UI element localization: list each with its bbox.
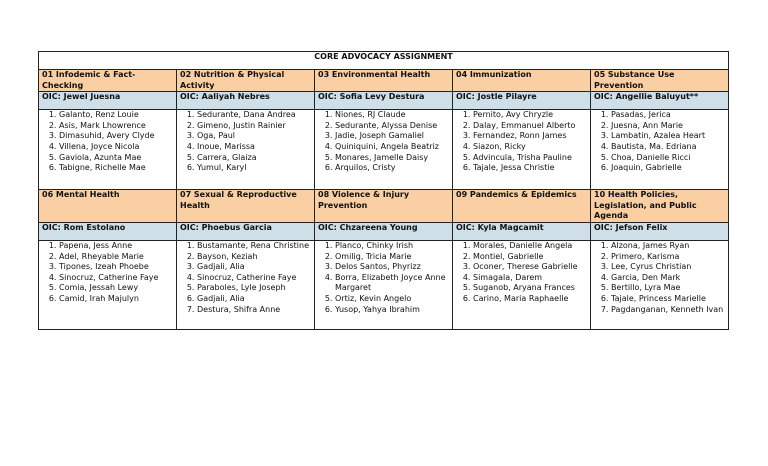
section-header: 09 Pandemics & Epidemics bbox=[453, 190, 591, 223]
member-item: 4. Bautista, Ma. Edriana bbox=[611, 142, 725, 153]
member-list bbox=[594, 241, 725, 315]
member-item: 5. Paraboles, Lyle Joseph bbox=[197, 283, 311, 294]
member-item: 1. Sedurante, Dana Andrea bbox=[197, 110, 311, 121]
member-list bbox=[318, 241, 449, 315]
oic-name: OIC: Kyla Magcamit bbox=[453, 222, 591, 240]
member-list-cell bbox=[315, 240, 453, 329]
oic-name: OIC: Sofia Levy Destura bbox=[315, 92, 453, 110]
member-item: 6. Yumul, Karyl bbox=[197, 163, 311, 174]
member-item: 1. Pernito, Avy Chryzle bbox=[473, 110, 587, 121]
member-item: 1. Niones, RJ Claude bbox=[335, 110, 449, 121]
section-header: 08 Violence & Injury Prevention bbox=[315, 190, 453, 223]
oic-name: OIC: Jostle Pilayre bbox=[453, 92, 591, 110]
members-row bbox=[39, 110, 729, 190]
member-item: 3. Gadjali, Alia bbox=[197, 262, 311, 273]
member-item: 4. Simagala, Darem bbox=[473, 273, 587, 284]
title-row bbox=[39, 52, 729, 70]
member-item: 3. Tipones, Izeah Phoebe bbox=[59, 262, 173, 273]
member-item: 6. Camid, Irah Majulyn bbox=[59, 294, 173, 305]
member-item: 2. Gimeno, Justin Rainier bbox=[197, 121, 311, 132]
member-item: 4. Sinocruz, Catherine Faye bbox=[59, 273, 173, 284]
member-item: 2. Adel, Rheyable Marie bbox=[59, 252, 173, 263]
member-list bbox=[180, 241, 311, 315]
member-item: 6. Arquilos, Cristy bbox=[335, 163, 449, 174]
member-list-cell bbox=[453, 240, 591, 329]
member-item: 2. Juesna, Ann Marie bbox=[611, 121, 725, 132]
member-list-cell bbox=[177, 240, 315, 329]
member-item: 3. Oga, Paul bbox=[197, 131, 311, 142]
member-item: 5. Monares, Jamelle Daisy bbox=[335, 153, 449, 164]
member-item: 6. Gadjali, Alia bbox=[197, 294, 311, 305]
member-item: 4. Siazon, Ricky bbox=[473, 142, 587, 153]
member-item: 4. Borra, Elizabeth Joyce Anne Margaret bbox=[335, 273, 449, 294]
member-item: 4. Garcia, Den Mark bbox=[611, 273, 725, 284]
oic-name: OIC: Phoebus Garcia bbox=[177, 222, 315, 240]
member-item: 1. Papena, Jess Anne bbox=[59, 241, 173, 252]
member-list-cell bbox=[591, 240, 729, 329]
member-item: 3. Lambatin, Azalea Heart bbox=[611, 131, 725, 142]
members-row bbox=[39, 240, 729, 329]
oic-name: OIC: Aaliyah Nebres bbox=[177, 92, 315, 110]
oic-name: OIC: Chzareena Young bbox=[315, 222, 453, 240]
member-list-cell bbox=[453, 110, 591, 190]
member-item: 7. Pagdanganan, Kenneth Ivan bbox=[611, 305, 725, 316]
member-item: 3. Jadie, Joseph Gamaliel bbox=[335, 131, 449, 142]
member-list bbox=[180, 110, 311, 174]
member-item: 5. Comia, Jessah Lewy bbox=[59, 283, 173, 294]
oic-row bbox=[39, 222, 729, 240]
member-item: 1. Galanto, Renz Louie bbox=[59, 110, 173, 121]
member-item: 5. Gaviola, Azunta Mae bbox=[59, 153, 173, 164]
member-item: 6. Carino, Maria Raphaelle bbox=[473, 294, 587, 305]
section-header: 05 Substance Use Prevention bbox=[591, 70, 729, 92]
member-list bbox=[42, 110, 173, 174]
oic-row bbox=[39, 92, 729, 110]
core-advocacy-table bbox=[38, 51, 729, 330]
member-item: 5. Choa, Danielle Ricci bbox=[611, 153, 725, 164]
oic-name: OIC: Jefson Felix bbox=[591, 222, 729, 240]
member-item: 3. Lee, Cyrus Christian bbox=[611, 262, 725, 273]
member-item: 3. Delos Santos, Phyrizz bbox=[335, 262, 449, 273]
section-header: 06 Mental Health bbox=[39, 190, 177, 223]
member-item: 5. Carrera, Glaiza bbox=[197, 153, 311, 164]
section-header: 02 Nutrition & Physical Activity bbox=[177, 70, 315, 92]
member-item: 6. Joaquin, Gabrielle bbox=[611, 163, 725, 174]
table-title: CORE ADVOCACY ASSIGNMENT bbox=[39, 52, 729, 70]
member-list bbox=[42, 241, 173, 305]
section-header-row bbox=[39, 70, 729, 92]
member-item: 2. Bayson, Keziah bbox=[197, 252, 311, 263]
member-item: 2. Sedurante, Alyssa Denise bbox=[335, 121, 449, 132]
member-list bbox=[318, 110, 449, 174]
member-item: 6. Tajale, Jessa Christie bbox=[473, 163, 587, 174]
member-item: 5. Advincula, Trisha Pauline bbox=[473, 153, 587, 164]
member-list-cell bbox=[39, 110, 177, 190]
section-header: 07 Sexual & Reproductive Health bbox=[177, 190, 315, 223]
member-item: 2. Omilig, Tricia Marie bbox=[335, 252, 449, 263]
member-item: 6. Yusop, Yahya Ibrahim bbox=[335, 305, 449, 316]
section-header: 01 Infodemic & Fact-Checking bbox=[39, 70, 177, 92]
oic-name: OIC: Jewel Juesna bbox=[39, 92, 177, 110]
member-list bbox=[594, 110, 725, 174]
member-item: 4. Villena, Joyce Nicola bbox=[59, 142, 173, 153]
member-item: 3. Oconer, Therese Gabrielle bbox=[473, 262, 587, 273]
member-item: 1. Alzona, James Ryan bbox=[611, 241, 725, 252]
member-item: 1. Planco, Chinky Irish bbox=[335, 241, 449, 252]
member-item: 2. Montiel, Gabrielle bbox=[473, 252, 587, 263]
oic-name: OIC: Angellie Baluyut** bbox=[591, 92, 729, 110]
member-list-cell bbox=[177, 110, 315, 190]
member-item: 2. Dalay, Emmanuel Alberto bbox=[473, 121, 587, 132]
member-item: 5. Ortiz, Kevin Angelo bbox=[335, 294, 449, 305]
member-list bbox=[456, 241, 587, 305]
section-header: 03 Environmental Health bbox=[315, 70, 453, 92]
section-header: 04 Immunization bbox=[453, 70, 591, 92]
member-item: 1. Pasadas, Jerica bbox=[611, 110, 725, 121]
section-header-row bbox=[39, 190, 729, 223]
oic-name: OIC: Rom Estolano bbox=[39, 222, 177, 240]
member-item: 4. Quiniquini, Angela Beatriz bbox=[335, 142, 449, 153]
member-list bbox=[456, 110, 587, 174]
member-item: 2. Primero, Karisma bbox=[611, 252, 725, 263]
member-item: 4. Inoue, Marissa bbox=[197, 142, 311, 153]
member-item: 5. Bertillo, Lyra Mae bbox=[611, 283, 725, 294]
section-header: 10 Health Policies, Legislation, and Public Agenda bbox=[591, 190, 729, 223]
member-item: 1. Morales, Danielle Angela bbox=[473, 241, 587, 252]
member-item: 7. Destura, Shifra Anne bbox=[197, 305, 311, 316]
member-item: 6. Tajale, Princess Marielle bbox=[611, 294, 725, 305]
member-list-cell bbox=[39, 240, 177, 329]
member-item: 3. Dimasuhid, Avery Clyde bbox=[59, 131, 173, 142]
member-item: 4. Sinocruz, Catherine Faye bbox=[197, 273, 311, 284]
member-list-cell bbox=[591, 110, 729, 190]
member-list-cell bbox=[315, 110, 453, 190]
member-item: 1. Bustamante, Rena Christine bbox=[197, 241, 311, 252]
member-item: 3. Fernandez, Ronn James bbox=[473, 131, 587, 142]
member-item: 6. Tabigne, Richelle Mae bbox=[59, 163, 173, 174]
member-item: 5. Suganob, Aryana Frances bbox=[473, 283, 587, 294]
member-item: 2. Asis, Mark Lhowrence bbox=[59, 121, 173, 132]
